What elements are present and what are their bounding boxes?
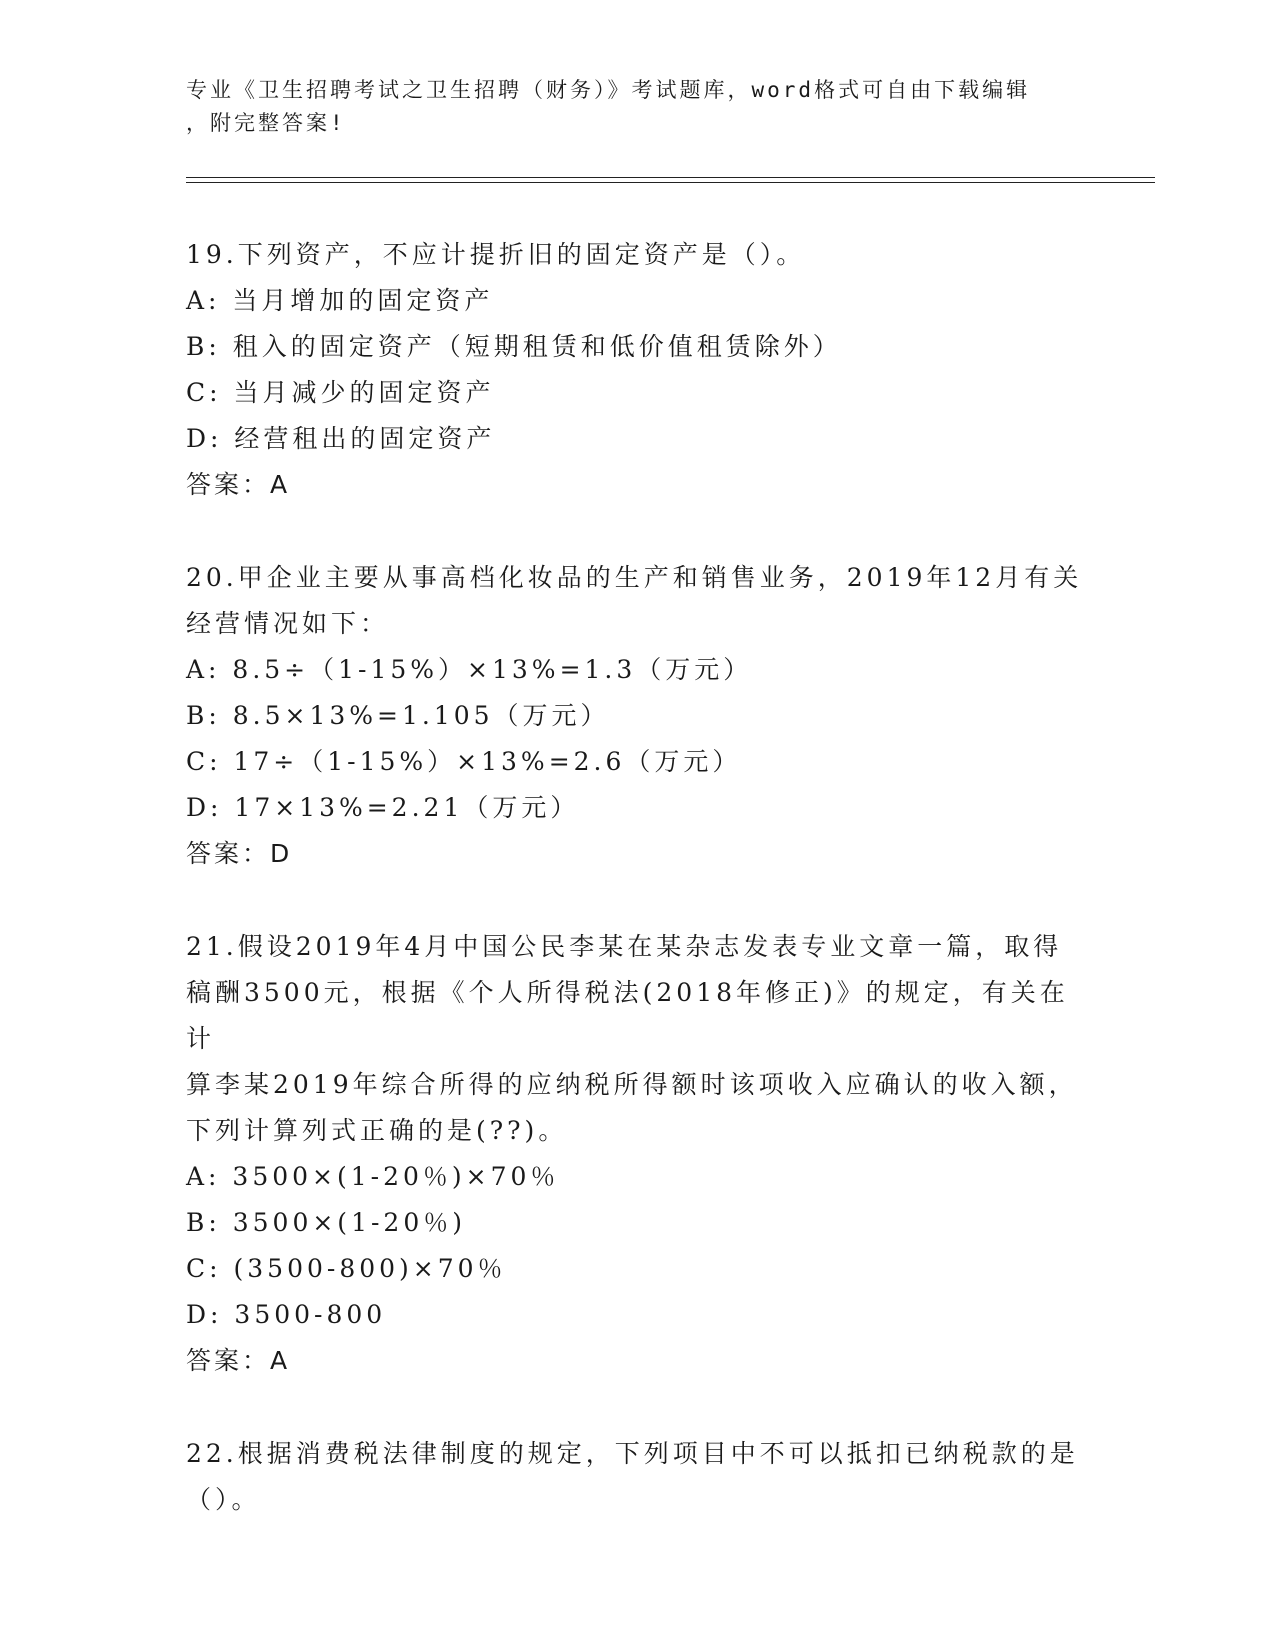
stem-line: 21.假设2019年4月中国公民李某在某杂志发表专业文章一篇，取得 [186,932,1063,961]
stem-line: 22.根据消费税法律制度的规定，下列项目中不可以抵扣已纳税款的是 [186,1439,1079,1468]
stem-line: 算李某2019年综合所得的应纳税所得额时该项收入应确认的收入额， [186,1070,1078,1099]
option-b: B: 8.5×13%=1.105（万元） [186,701,610,730]
option-c: C: 当月减少的固定资产 [186,378,495,407]
option-d: D: 经营租出的固定资产 [186,424,496,453]
stem-line: （）。 [186,1485,261,1514]
option-a: A: 8.5÷（1-15%）×13%=1.3（万元） [186,655,753,684]
option-b: B: 租入的固定资产（短期租赁和低价值租赁除外） [186,332,842,361]
question-stem [186,924,1086,1154]
answer: 答案：A [186,1346,291,1375]
stem-line: 19.下列资产，不应计提折旧的固定资产是（）。 [186,240,806,269]
question-21 [186,924,1086,1384]
question-stem [186,1431,1086,1523]
option-d: D: 17×13%=2.21（万元） [186,793,580,822]
option-d: D: 3500-800 [186,1300,387,1329]
option-c: C: (3500-800)×70％ [186,1254,507,1283]
header-rule-bottom [186,182,1155,183]
header-rule-top [186,177,1155,178]
question-stem [186,232,1086,278]
option-c: C: 17÷（1-15%）×13%=2.6（万元） [186,747,742,776]
stem-line: 经营情况如下： [186,609,390,638]
document-header [186,74,1086,140]
answer: 答案：A [186,470,291,499]
question-stem [186,555,1086,647]
option-a: A: 3500×(1-20％)×70％ [186,1162,560,1191]
question-list [186,232,1086,1570]
header-line-2: ，附完整答案! [186,111,346,135]
question-22 [186,1431,1086,1523]
stem-line: 下列计算列式正确的是(??)。 [186,1116,568,1145]
answer: 答案：D [186,839,293,868]
question-19 [186,232,1086,508]
option-b: B: 3500×(1-20％) [186,1208,466,1237]
option-a: A: 当月增加的固定资产 [186,286,494,315]
header-line-1: 专业《卫生招聘考试之卫生招聘（财务）》考试题库，word格式可自由下载编辑 [186,78,1031,102]
stem-line: 20.甲企业主要从事高档化妆品的生产和销售业务，2019年12月有关 [186,563,1083,592]
question-20 [186,555,1086,877]
stem-line: 稿酬3500元，根据《个人所得税法(2018年修正)》的规定，有关在计 [186,978,1069,1053]
